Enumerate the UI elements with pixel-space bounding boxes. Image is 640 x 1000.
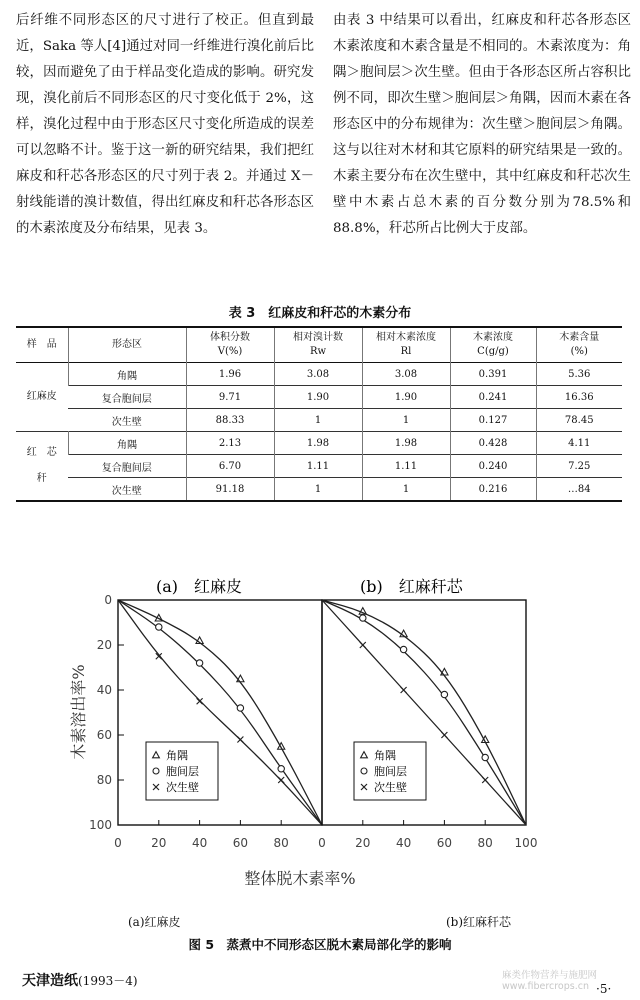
value-cell: 0.216 bbox=[450, 478, 536, 502]
y-axis-label: 木素溶出率% bbox=[69, 664, 88, 760]
table-row bbox=[16, 409, 622, 432]
data-point bbox=[156, 624, 162, 630]
watermark bbox=[502, 970, 597, 992]
value-cell: 5.36 bbox=[536, 363, 622, 386]
value-cell: 1.11 bbox=[362, 455, 450, 478]
morphology-cell: 次生壁 bbox=[111, 485, 142, 497]
y-tick-label: 100 bbox=[89, 818, 112, 832]
value-cell: 7.25 bbox=[536, 455, 622, 478]
figure-5 bbox=[0, 560, 640, 920]
right-paragraph: 由表 3 中结果可以看出，红麻皮和秆芯各形态区木素浓度和木素含量是不相同的。木素浓度为：角隅＞胞间层＞次生壁。但由于各形态区所占容积比例不同，即次生壁＞胞间层＞角隅，因而木素在各形态区中的分布规律为：次生壁＞胞间层＞角隅。这与以往对木材和其它原料的研究结果是一致的。木素主要分布在次生壁中，其中红麻皮和秆芯次生壁中木素占总木素的百分数分别为78.5%和 88.8%，秆芯所占比例大于皮部。 bbox=[333, 13, 631, 236]
table-header-text: V(%) bbox=[217, 346, 243, 357]
x-tick-label: 20 bbox=[355, 836, 371, 850]
left-text-column bbox=[16, 8, 314, 242]
table-header-text: 相对木素浓度 bbox=[376, 332, 436, 343]
x-tick-label: 80 bbox=[477, 836, 493, 850]
table-header-text: 木素含量 bbox=[559, 332, 600, 343]
x-tick-label: 0 bbox=[114, 836, 122, 850]
table-header-text: Rw bbox=[309, 346, 327, 357]
x-tick-label: 80 bbox=[273, 836, 289, 850]
value-cell: 0.240 bbox=[450, 455, 536, 478]
legend-label: 次生壁 bbox=[374, 781, 407, 794]
panel-title: (a) 红麻皮 bbox=[156, 577, 243, 596]
table-header-cell bbox=[450, 327, 536, 363]
watermark-line2: www.fibercrops.cn bbox=[502, 981, 589, 992]
table-header-text: (%) bbox=[570, 346, 588, 357]
value-cell: 91.18 bbox=[186, 478, 274, 502]
lignin-distribution-table bbox=[16, 326, 622, 502]
figure-subcaption-a: (a)红麻皮 bbox=[128, 915, 181, 929]
data-point bbox=[360, 642, 366, 648]
x-tick-label: 60 bbox=[436, 836, 453, 850]
value-cell: 1.96 bbox=[186, 363, 274, 386]
data-point bbox=[482, 754, 488, 760]
data-point bbox=[197, 698, 203, 704]
legend-label: 胞间层 bbox=[374, 765, 407, 778]
journal-name: 天津造纸 bbox=[22, 973, 78, 989]
page-number: ·5· bbox=[596, 982, 612, 996]
table-row bbox=[16, 455, 622, 478]
x-tick-label: 40 bbox=[395, 836, 412, 850]
data-point bbox=[441, 732, 447, 738]
table-header-row bbox=[16, 327, 622, 363]
value-cell: 88.33 bbox=[186, 409, 274, 432]
value-cell: 1.98 bbox=[362, 432, 450, 455]
watermark-line1: 麻类作物营养与施肥网 bbox=[502, 970, 598, 981]
value-cell: 1 bbox=[274, 409, 362, 432]
data-point bbox=[278, 777, 284, 783]
value-cell: 6.70 bbox=[186, 455, 274, 478]
table-header-text: 样 品 bbox=[26, 339, 57, 350]
table-header-cell bbox=[362, 327, 450, 363]
table-header-cell bbox=[186, 327, 274, 363]
table-row bbox=[16, 478, 622, 502]
table-header-text: 形态区 bbox=[112, 339, 142, 350]
table-header-cell bbox=[536, 327, 622, 363]
y-tick-label: 60 bbox=[96, 728, 112, 742]
morphology-cell: 复合胞间层 bbox=[101, 462, 152, 474]
morphology-cell: 次生壁 bbox=[111, 416, 142, 428]
table-caption: 表 3 红麻皮和秆芯的木素分布 bbox=[228, 306, 412, 321]
x-tick-label: 40 bbox=[191, 836, 208, 850]
value-cell: 3.08 bbox=[274, 363, 362, 386]
data-point bbox=[278, 766, 284, 772]
table-body bbox=[16, 363, 622, 502]
x-tick-label: 20 bbox=[151, 836, 167, 850]
legend-marker bbox=[361, 768, 367, 774]
table-row bbox=[16, 386, 622, 409]
data-point bbox=[400, 646, 406, 652]
value-cell: 0.127 bbox=[450, 409, 536, 432]
data-point bbox=[237, 705, 243, 711]
sample-cell: 红 芯 秆 bbox=[26, 447, 57, 484]
data-point bbox=[401, 687, 407, 693]
y-tick-label: 20 bbox=[96, 638, 112, 652]
data-point bbox=[482, 777, 488, 783]
table-header-text: Rl bbox=[400, 346, 412, 357]
right-text-column bbox=[333, 8, 631, 242]
legend-marker bbox=[153, 768, 159, 774]
morphology-cell: 复合胞间层 bbox=[101, 393, 152, 405]
value-cell: 1.11 bbox=[274, 455, 362, 478]
table-row bbox=[16, 363, 622, 386]
morphology-cell: 角隅 bbox=[68, 432, 186, 455]
legend-label: 角隅 bbox=[166, 749, 188, 762]
value-cell: 2.13 bbox=[186, 432, 274, 455]
value-cell: 0.241 bbox=[450, 386, 536, 409]
data-point bbox=[196, 660, 202, 666]
table-header-text: 木素浓度 bbox=[473, 332, 513, 343]
table-header-cell bbox=[16, 327, 68, 363]
x-tick-label: 100 bbox=[514, 836, 538, 850]
y-tick-label: 0 bbox=[104, 593, 112, 607]
value-cell: 0.428 bbox=[450, 432, 536, 455]
y-tick-label: 40 bbox=[96, 683, 112, 697]
left-paragraph: 后纤维不同形态区的尺寸进行了校正。但直到最近，Saka 等人[4]通过对同一纤维进行溴化前后比较，因而避免了由于样品变化造成的影响。研究发现，溴化前后不同形态区的尺寸变化低于 2%，这样，溴化过程中由于形态区尺寸变化所造成的误差可以忽略不计。鉴于这一新的研究结果，我们把红麻皮和秆芯各形态区的尺寸列于表 2。并通过 X－射线能谱的溴计数值，得出红麻皮和秆芯各形态区的木素浓度及分布结果，见表 3。 bbox=[16, 13, 314, 236]
value-cell: 1.98 bbox=[274, 432, 362, 455]
panel-title: (b) 红麻秆芯 bbox=[360, 577, 463, 596]
value-cell: 78.45 bbox=[536, 409, 622, 432]
table-header-text: 体积分数 bbox=[210, 332, 250, 343]
journal-issue: (1993－4) bbox=[78, 974, 138, 988]
table-header-cell bbox=[68, 327, 186, 363]
value-cell: 16.36 bbox=[536, 386, 622, 409]
value-cell: 4.11 bbox=[536, 432, 622, 455]
x-tick-label: 0 bbox=[318, 836, 326, 850]
sample-cell: 红麻皮 bbox=[26, 391, 57, 402]
x-tick-label: 60 bbox=[232, 836, 249, 850]
morphology-cell: 角隅 bbox=[68, 363, 186, 386]
x-axis-label: 整体脱木素率% bbox=[244, 869, 356, 888]
value-cell: 1.90 bbox=[362, 386, 450, 409]
value-cell: 0.391 bbox=[450, 363, 536, 386]
value-cell: 1 bbox=[362, 409, 450, 432]
legend-label: 角隅 bbox=[374, 749, 396, 762]
table-row bbox=[16, 432, 622, 455]
legend-label: 胞间层 bbox=[166, 765, 199, 778]
value-cell: 3.08 bbox=[362, 363, 450, 386]
journal-footer bbox=[22, 970, 138, 990]
legend-label: 次生壁 bbox=[166, 781, 199, 794]
value-cell: 1 bbox=[274, 478, 362, 502]
figure-caption: 图 5 蒸煮中不同形态区脱木素局部化学的影响 bbox=[188, 937, 452, 952]
value-cell: 9.71 bbox=[186, 386, 274, 409]
table-header-text: C(g/g) bbox=[477, 346, 509, 357]
data-point bbox=[360, 615, 366, 621]
table-header-cell bbox=[274, 327, 362, 363]
y-tick-label: 80 bbox=[96, 773, 112, 787]
value-cell: 1 bbox=[362, 478, 450, 502]
value-cell: …84 bbox=[536, 478, 622, 502]
table-header-text: 相对溴计数 bbox=[293, 332, 343, 343]
data-point bbox=[441, 691, 447, 697]
data-point bbox=[237, 737, 243, 743]
figure-subcaption-b: (b)红麻秆芯 bbox=[446, 915, 512, 929]
value-cell: 1.90 bbox=[274, 386, 362, 409]
